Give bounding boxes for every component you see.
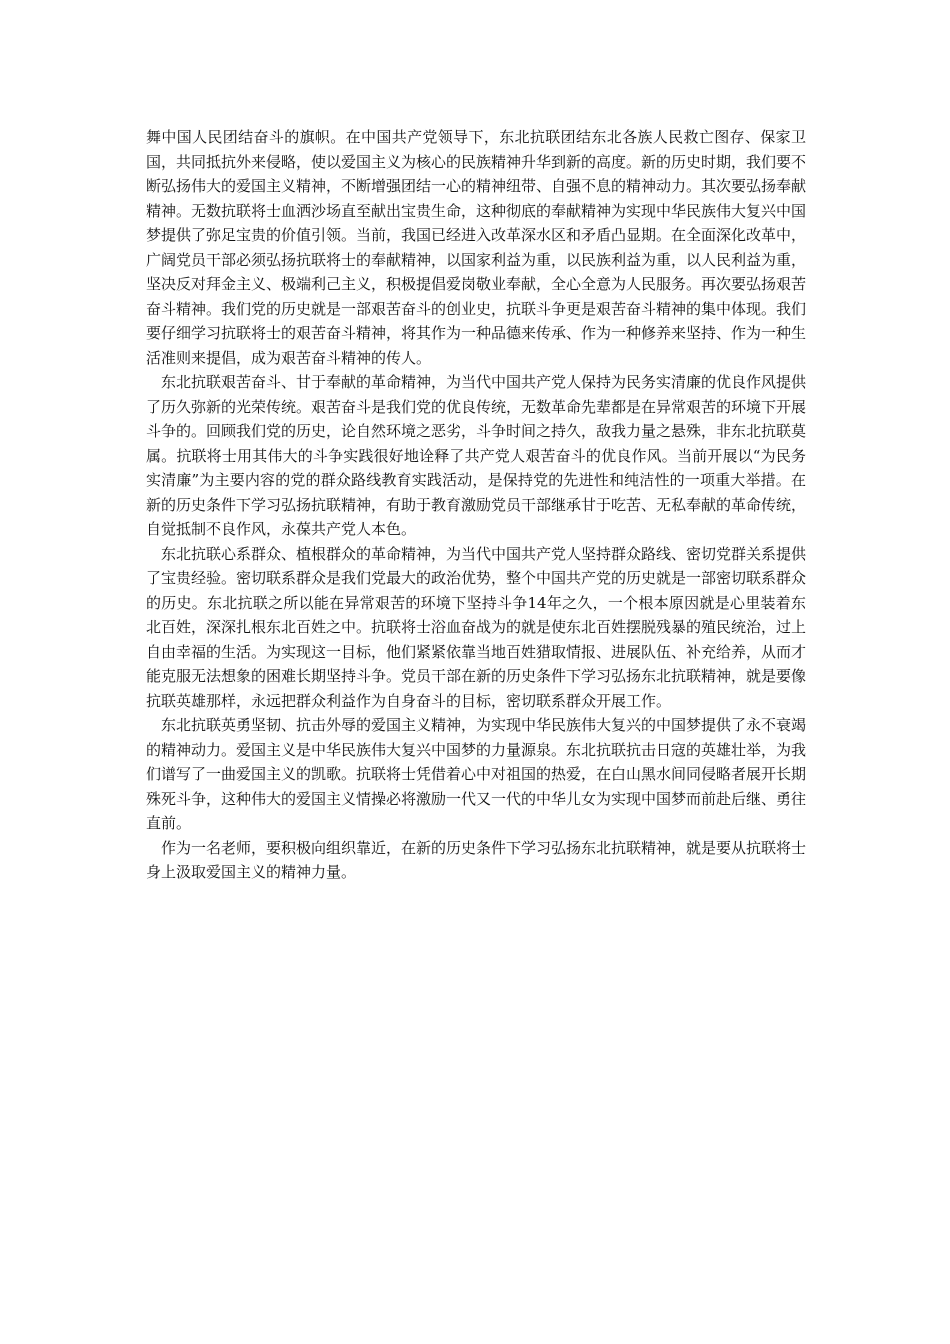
paragraph-3: 东北抗联心系群众、植根群众的革命精神，为当代中国共产党人坚持群众路线、密切党群关系提供了宝贵经验。密切联系群众是我们党最大的政治优势，整个中国共产党的历史就是一部密切联系群众的历史。东北抗联之所以能在异常艰苦的环境下坚持斗争14年之久，一个根本原因就是心里装着东北百姓，深深扎根东北百姓之中。抗联将士浴血奋战为的就是使东北百姓摆脱残暴的殖民统治，过上自由幸福的生活。为实现这一目标，他们紧紧依靠当地百姓猎取情报、进展队伍、补充给养，从而才能克服无法想象的困难长期坚持斗争。党员干部在新的历史条件下学习弘扬东北抗联精神，就是要像抗联英雄那样，永远把群众利益作为自身奋斗的目标，密切联系群众开展工作。 (146, 544, 807, 710)
paragraph-4: 东北抗联英勇坚韧、抗击外辱的爱国主义精神，为实现中华民族伟大复兴的中国梦提供了永不衰竭的精神动力。爱国主义是中华民族伟大复兴中国梦的力量源泉。东北抗联抗击日寇的英雄壮举，为我们谱写了一曲爱国主义的凯歌。抗联将士凭借着心中对祖国的热爱，在白山黑水间同侵略者展开长期殊死斗争，这种伟大的爱国主义情操必将激励一代又一代的中华儿女为实现中国梦而前赴后继、勇往直前。 (146, 716, 807, 832)
paragraph-1: 舞中国人民团结奋斗的旗帜。在中国共产党领导下，东北抗联团结东北各族人民救亡图存、保家卫国，共同抵抗外来侵略，使以爱国主义为核心的民族精神升华到新的高度。新的历史时期，我们要不断弘扬伟大的爱国主义精神，不断增强团结一心的精神纽带、自强不息的精神动力。其次要弘扬奉献精神。无数抗联将士血洒沙场直至献出宝贵生命，这种彻底的奉献精神为实现中华民族伟大复兴中国梦提供了弥足宝贵的价值引领。当前，我国已经进入改革深水区和矛盾凸显期。在全面深化改革中，广阔党员干部必须弘扬抗联将士的奉献精神，以国家利益为重，以民族利益为重，以人民利益为重，坚决反对拜金主义、极端利己主义，积极提倡爱岗敬业奉献，全心全意为人民服务。再次要弘扬艰苦奋斗精神。我们党的历史就是一部艰苦奋斗的创业史，抗联斗争更是艰苦奋斗精神的集中体现。我们要仔细学习抗联将士的艰苦奋斗精神，将其作为一种品德来传承、作为一种修养来坚持、作为一种生活准则来提倡，成为艰苦奋斗精神的传人。 (146, 128, 807, 367)
paragraph-5: 作为一名老师，要积极向组织靠近，在新的历史条件下学习弘扬东北抗联精神，就是要从抗联将士身上汲取爱国主义的精神力量。 (146, 838, 807, 881)
paragraph-2: 东北抗联艰苦奋斗、甘于奉献的革命精神，为当代中国共产党人保持为民务实清廉的优良作风提供了历久弥新的光荣传统。艰苦奋斗是我们党的优良传统，无数革命先辈都是在异常艰苦的环境下开展斗争的。回顾我们党的历史，论自然环境之恶劣，斗争时间之持久，敌我力量之悬殊，非东北抗联莫属。抗联将士用其伟大的斗争实践很好地诠释了共产党人艰苦奋斗的优良作风。当前开展以“为民务实清廉”为主要内容的党的群众路线教育实践活动，是保持党的先进性和纯洁性的一项重大举措。在新的历史条件下学习弘扬抗联精神，有助于教育激励党员干部继承甘于吃苦、无私奉献的革命传统，自觉抵制不良作风，永葆共产党人本色。 (146, 373, 807, 538)
document-body (146, 125, 806, 885)
